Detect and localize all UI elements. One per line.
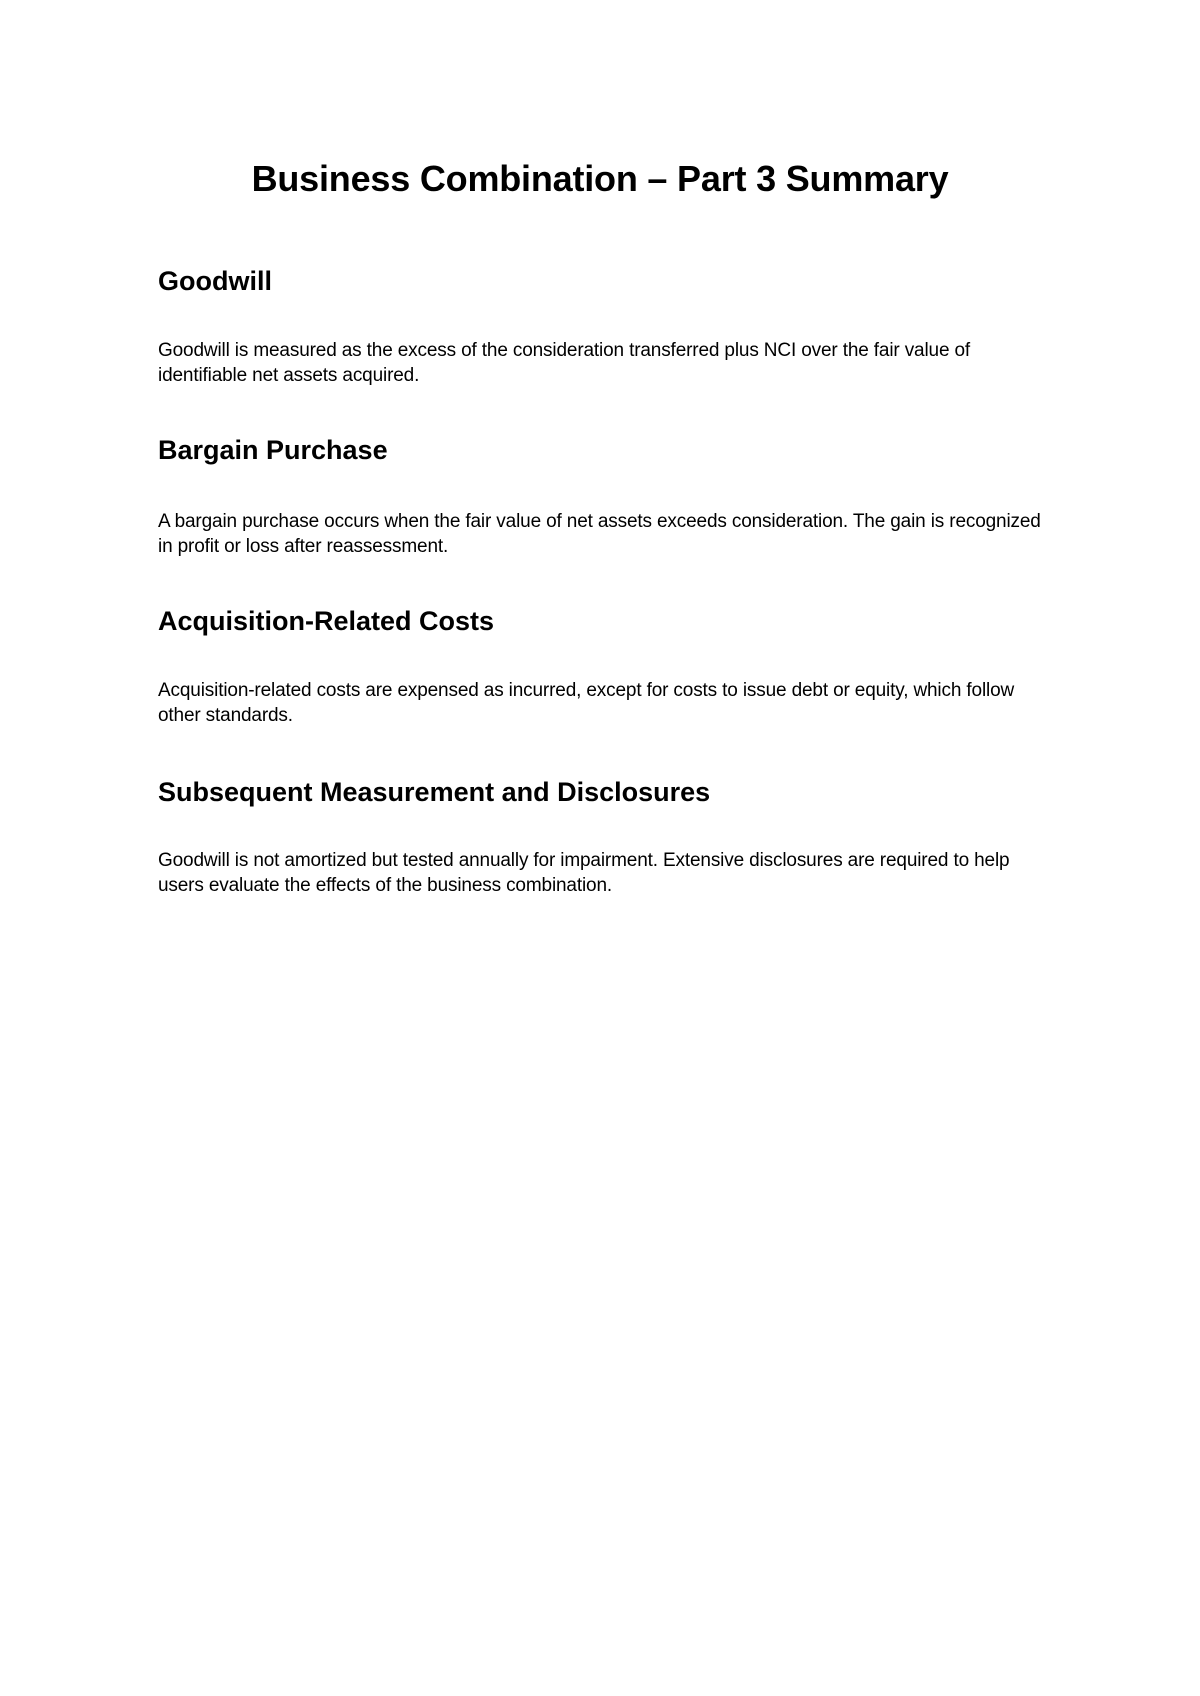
section-body-bargain-purchase: A bargain purchase occurs when the fair value of net assets exceeds consideration. The gain is recognized in profit or loss after reassessment. — [158, 511, 1041, 557]
section-body-acquisition-costs: Acquisition-related costs are expensed as incurred, except for costs to issue debt or equity, which follow other standards. — [158, 680, 1015, 726]
section-body-subsequent-measurement: Goodwill is not amortized but tested annually for impairment. Extensive disclosures are required to help users evaluate the effects of the business combination. — [158, 850, 1010, 896]
document-title: Business Combination – Part 3 Summary — [251, 158, 949, 199]
section-heading-subsequent-measurement: Subsequent Measurement and Disclosures — [158, 777, 711, 807]
section-body-goodwill: Goodwill is measured as the excess of the consideration transferred plus NCI over the fair value of identifiable net assets acquired. — [158, 340, 971, 386]
section-heading-goodwill: Goodwill — [158, 266, 272, 296]
section-heading-acquisition-costs: Acquisition-Related Costs — [158, 606, 495, 636]
section-heading-bargain-purchase: Bargain Purchase — [158, 435, 388, 465]
